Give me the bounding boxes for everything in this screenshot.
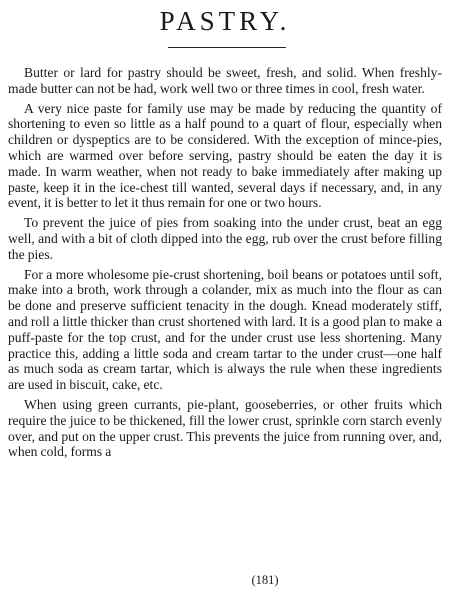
title-rule (168, 47, 286, 48)
paragraph-family-paste: A very nice paste for family use may be made by reducing the quantity of shortening to even so little as a half pound to a quart of flour, especially when children or dyspeptics are to be considered. With the exception of mince-pies, which are warmed over before serving, pastry should be eaten the day it is made. In warm weather, when not ready to bake immediately after making up paste, keep it in the ice-chest till wanted, several days if necessary, and, in any event, it is better to let it thus remain for one or two hours. (8, 100, 442, 211)
paragraph-butter: Butter or lard for pastry should be sweet, fresh, and solid. When freshly-made butter can not be had, work well two or three times in cool, fresh water. (8, 65, 442, 96)
paragraph-green-currants: When using green currants, pie-plant, gooseberries, or other fruits which require the juice to be thickened, fill the lower crust, sprinkle corn starch evenly over, and put on the upper crust. This prevents the juice from running over, and, when cold, forms a (8, 396, 442, 460)
paragraph-prevent-juice: To prevent the juice of pies from soaking into the under crust, beat an egg well, and with a bit of cloth dipped into the egg, rub over the crust before filling the pies. (8, 215, 442, 262)
page-body (8, 65, 442, 464)
page-number: (181) (251, 573, 279, 587)
page-title: PASTRY. (159, 6, 291, 36)
paragraph-wholesome-shortening: For a more wholesome pie-crust shortening, boil beans or potatoes until soft, make into a broth, work through a colander, mix as much into the flour as can be done and preserve sufficient tenacity in the dough. Knead moderately stiff, and roll a little thicker than crust shortened with lard. It is a good plan to make a puff-paste for the top crust, and for the under crust use less shortening. Many practice this, adding a little soda and cream tartar to the under crust—one half as much soda as cream tartar, which is always the rule when these ingredients are used in biscuit, cake, etc. (8, 266, 442, 393)
